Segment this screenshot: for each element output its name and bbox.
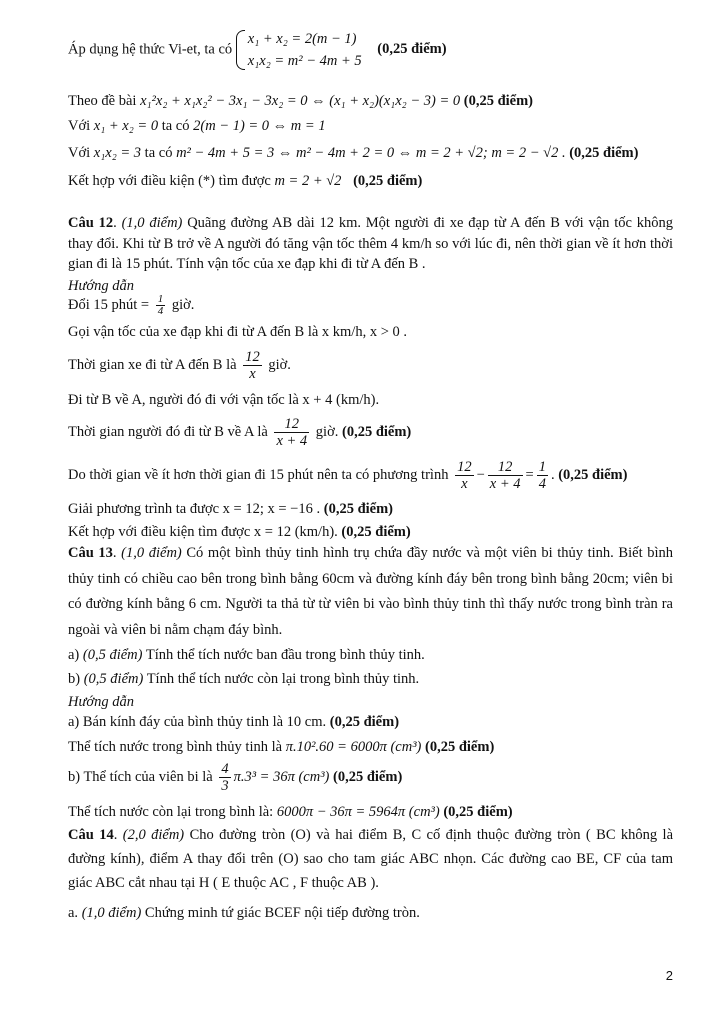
score: (0,25 điểm) [341,524,411,540]
text: Thời gian xe đi từ A đến B là [68,357,237,373]
score: (0,25 điểm) [443,804,513,820]
score: (0,25 điểm) [333,769,403,785]
q12-step-1 [68,294,673,317]
equation: x₁ + x₂ = 0 [93,118,159,134]
page-number: 2 [665,968,673,983]
question-body: Có một bình thủy tinh hình trụ chứa đầy nước và một viên bi thủy tinh. Biết bình thủy tinh có chiều cao bên trong bình bằng 60cm và đường kính đáy bên trong bình bằng 20cm; viên bi có đường kính bằng 6 cm. Người ta thả từ từ viên bi vào bình thủy tinh thì thấy nước trong bình tràn ra ngoài và viên bi nằm chạm đáy bình. [68,545,673,638]
line-case-sum [68,116,673,136]
question-label: Câu 12 [68,215,114,231]
text: Đổi 15 phút = [68,296,150,313]
equation: π.3³ = 36π (cm³) [233,769,330,785]
text: Giải phương trình ta được x = 12; x = −16 . [68,501,321,517]
score: (0,25 điểm) [353,173,423,189]
question-13: Câu 13. (1,0 điểm) Có một bình thủy tinh hình trụ chứa đầy nước và một viên bi thủy tinh. Biết bình thủy tinh có chiều cao bên trong bình bằng 60cm và đường kính đáy bên trong bình bằng 20cm; viên bi có đường kính bằng 6 cm. Người ta thả từ từ viên bi vào bình thủy tinh thì thấy nước trong bình tràn ra ngoài và viên bi nằm chạm đáy bình. [68,545,673,638]
fraction: $\frac{1}{4}$ [538,459,546,493]
text: b) [68,671,81,687]
vieta-system [236,28,362,72]
question-points: (1,0 điểm) [121,215,183,231]
text: Tính thể tích nước ban đầu trong bình thủy tinh. [145,647,425,663]
points: (0,5 điểm) [82,647,143,663]
q12-step-3 [68,348,673,382]
text: ta có [161,118,190,134]
text: Kết hợp với điều kiện tìm được x = 12 (km/h). [68,524,338,540]
q14-part-a [68,903,673,923]
text: giờ. [171,296,195,313]
text: Với [68,118,91,134]
score: (0,25 điểm) [569,145,639,161]
question-body: Cho đường tròn (O) và hai điểm B, C cố định thuộc đường tròn ( BC không là đường kính), điểm A thay đổi trên (O) sao cho tam giác ABC nhọn. Các đường cao BE, CF của tam giác ABC cắt nhau tại H ( E thuộc AC , F thuộc AB ). [68,827,674,891]
equation: m = 2 + √2 [274,173,342,189]
q12-step-5 [68,415,673,449]
q13-guide-4 [68,802,673,822]
question-label: Câu 14 [68,827,114,843]
line-conclusion [68,171,673,191]
q12-step-7 [68,499,673,519]
q12-step-8 [68,522,673,542]
vieta-eq1: x₁ + x₂ = 2(m − 1) [247,31,357,47]
score: (0,25 điểm) [425,739,495,755]
text: a. [68,905,79,921]
q13-part-b [68,669,673,689]
text: Kết hợp với điều kiện (*) tìm được [68,173,271,189]
text: b) Thể tích của viên bi là [68,769,213,785]
question-label: Câu 13 [68,545,113,561]
score: (0,25 điểm) [377,41,447,58]
text: Thể tích nước còn lại trong bình là: [68,804,274,820]
text: a) Bán kính đáy của bình thủy tinh là 10 cm. [68,714,327,730]
text: Thể tích nước trong bình thủy tinh là [68,739,283,755]
score: (0,25 điểm) [329,714,400,730]
text: Thời gian người đó đi từ B về A là [68,424,268,440]
q13-guide-2 [68,737,673,757]
equation: 2(m − 1) = 0 ⇔ m = 1 [193,118,326,134]
score: (0,25 điểm) [342,424,412,440]
score: (0,25 điểm) [463,93,533,109]
question-points: (2,0 điểm) [122,827,185,843]
equation: x₁x₂ = 3 [93,145,142,161]
fraction: $\frac{4}{3}$ [221,761,229,795]
line-case-product [68,143,673,163]
q13-guide-1 [68,712,673,732]
fraction: $\frac{12}{x}$ [245,349,260,383]
q13-part-a [68,645,673,665]
equation: π.10².60 = 6000π (cm³) [285,739,422,755]
question-points: (1,0 điểm) [121,545,182,561]
fraction: $\frac{1}{4}$ [157,293,164,317]
text: ta có [144,145,173,161]
q12-step-2: Gọi vận tốc của xe đạp khi đi từ A đến B là x km/h, x > 0 . [68,324,408,340]
equation: x₁²x₂ + x₁x₂² − 3x₁ − 3x₂ = 0 ⇔ (x₁ + x₂)(x₁x₂ − 3) = 0 [140,93,461,109]
fraction: $\frac{12}{x + 4}$ [489,459,521,493]
question-body: Quãng đường AB dài 12 km. Một người đi xe đạp từ A đến B với vận tốc không thay đổi. Khi từ B trở về A người đó tăng vận tốc thêm 4 km/h so với lúc đi, nên thời gian về ít hơn thời gian đi là 15 phút. Tính vận tốc của xe đạp khi đi từ A đến B . [68,215,674,272]
text: Chứng minh tứ giác BCEF nội tiếp đường tròn. [144,905,420,921]
text: Với [68,145,91,161]
question-14: Câu 14. (2,0 điểm) Cho đường tròn (O) và hai điểm B, C cố định thuộc đường tròn ( BC không là đường kính), điểm A thay đổi trên (O) sao cho tam giác ABC nhọn. Các đường cao BE, CF của tam giác ABC cắt nhau tại H ( E thuộc AC , F thuộc AB ). [68,827,674,891]
fraction: $\frac{12}{x + 4}$ [276,416,308,450]
score: (0,25 điểm) [558,467,628,483]
text: Do thời gian về ít hơn thời gian đi 15 phút nên ta có phương trình [68,467,449,483]
vieta-line [68,28,673,72]
text: Tính thể tích nước còn lại trong bình thủy tinh. [146,671,420,687]
q13-guide-3 [68,760,673,794]
guide-heading: Hướng dẫn [68,278,134,294]
score: (0,25 điểm) [323,501,394,517]
q12-step-6: Do thời gian về ít hơn thời gian đi 15 phút nên ta có phương trình $\frac{12}{x}$ − $\frac{12}{x + 4}$ = $\frac{1}{4}$ . (0,25 điểm) [68,459,628,493]
fraction: $\frac{12}{x}$ [457,459,472,493]
text: giờ. [315,424,339,440]
vieta-intro: Áp dụng hệ thức Vi-et, ta có [68,41,233,58]
points: (0,5 điểm) [83,671,144,687]
text: a) [68,647,80,663]
q12-step-4: Đi từ B về A, người đó đi với vận tốc là x + 4 (km/h). [68,392,380,408]
guide-heading: Hướng dẫn [68,694,134,710]
vieta-eq2: x₁x₂ = m² − 4m + 5 [247,53,362,69]
equation: 6000π − 36π = 5964π (cm³) [276,804,440,820]
line-theo-de-bai [68,91,673,111]
points: (1,0 điểm) [81,905,142,921]
question-12: Câu 12. (1,0 điểm) Quãng đường AB dài 12 km. Một người đi xe đạp từ A đến B với vận tốc không thay đổi. Khi từ B trở về A người đó tăng vận tốc thêm 4 km/h so với lúc đi, nên thời gian về ít hơn thời gian đi là 15 phút. Tính vận tốc của xe đạp khi đi từ A đến B . [68,215,674,272]
text: Theo đề bài [68,93,137,109]
equation: m² − 4m + 5 = 3 ⇔ m² − 4m + 2 = 0 ⇔ m = 2 + √2; m = 2 − √2 . [176,145,566,161]
text: giờ. [268,357,291,373]
